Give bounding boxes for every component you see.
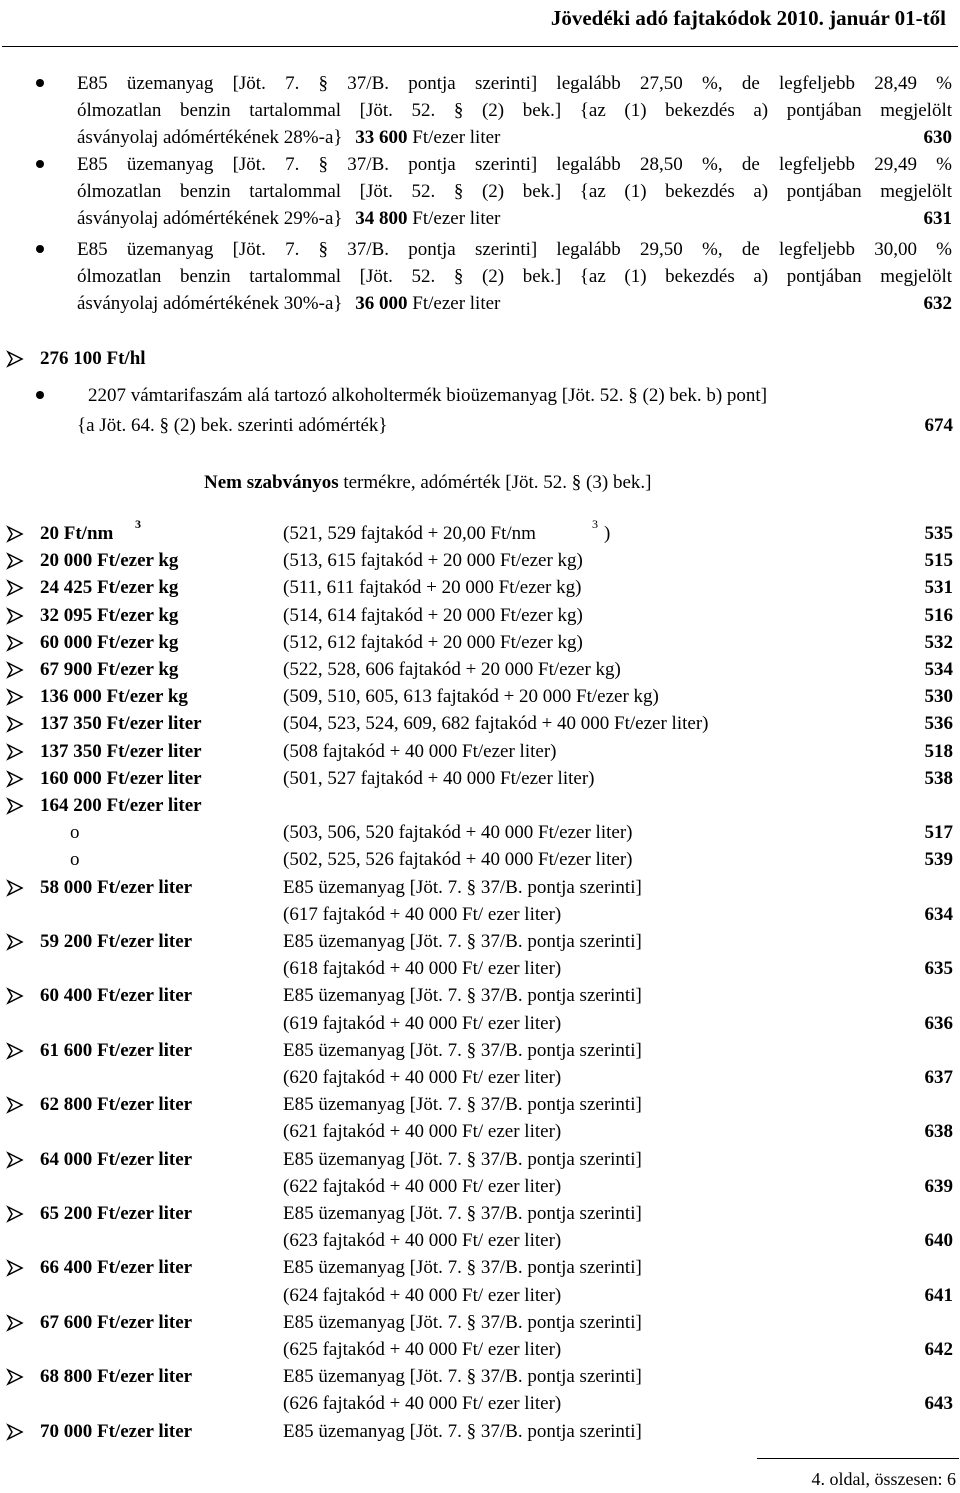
rate-amount: 136 000 Ft/ezer kg <box>40 686 188 708</box>
item-unit: Ft/ezer liter <box>412 208 501 229</box>
rate-amount: 60 000 Ft/ezer kg <box>40 631 179 653</box>
e85-rate-row-detail <box>0 1064 960 1091</box>
nonstandard-heading-bold: Nem szabványos <box>204 472 339 493</box>
rate-row <box>0 602 960 629</box>
rate-code: 515 <box>924 550 953 572</box>
rate-code: 640 <box>924 1230 953 1252</box>
rate-amount: 68 800 Ft/ezer liter <box>40 1366 193 1388</box>
rate-amount: 62 800 Ft/ezer liter <box>40 1094 193 1116</box>
e85-rate-row <box>0 1418 960 1445</box>
e85-rate-row-detail <box>0 1390 960 1417</box>
rate-description: E85 üzemanyag [Jöt. 7. § 37/B. pontja szerinti] <box>283 1257 642 1279</box>
rate-row <box>0 629 960 656</box>
rate-code: 536 <box>924 713 953 735</box>
rate-code: 534 <box>924 659 953 680</box>
rate-amount: 67 900 Ft/ezer kg <box>40 659 179 680</box>
rate-row <box>0 710 960 737</box>
item-text-line: ólmozatlan benzin tartalommal [Jöt. 52. § (2) bek.] {az (1) bekezdés a) pontjában megjelölt <box>77 266 952 287</box>
rate-description: (619 fajtakód + 40 000 Ft/ ezer liter) <box>283 1012 562 1034</box>
rate-amount: 65 200 Ft/ezer liter <box>40 1203 193 1224</box>
rate-code: 642 <box>924 1339 953 1360</box>
rate-amount: 137 350 Ft/ezer liter <box>40 740 202 762</box>
item-text-line: ásványolaj adómértékének 28%-a} <box>77 127 343 148</box>
rate-amount: 160 000 Ft/ezer liter <box>40 767 202 789</box>
rate-code: 636 <box>924 1012 953 1034</box>
rate-description: (621 fajtakód + 40 000 Ft/ ezer liter) <box>283 1121 562 1143</box>
e85-rate-row-detail <box>0 1118 960 1145</box>
item-code: 632 <box>923 293 952 314</box>
rate-description: (514, 614 fajtakód + 20 000 Ft/ezer kg) <box>283 604 583 626</box>
rate-description: (617 fajtakód + 40 000 Ft/ ezer liter) <box>283 903 562 925</box>
rate-amount: 164 200 Ft/ezer liter <box>40 795 202 816</box>
e85-rate-row-detail <box>0 1227 960 1254</box>
e85-rate-row <box>0 1200 960 1227</box>
rate-code: 517 <box>924 822 953 844</box>
e85-rate-row <box>0 1037 960 1064</box>
rate-description: (521, 529 fajtakód + 20,00 Ft/nm <box>283 523 536 544</box>
item-text-line: ásványolaj adómértékének 30%-a} <box>77 293 343 314</box>
item-amount: 33 600 <box>355 127 408 148</box>
rate-description: (504, 523, 524, 609, 682 fajtakód + 40 000 Ft/ezer liter) <box>283 713 709 735</box>
rate-row <box>0 547 960 574</box>
hl-rate-desc-line2: {a Jöt. 64. § (2) bek. szerinti adómérték} <box>77 415 388 436</box>
header-divider <box>2 46 958 47</box>
rate-row: 20 Ft/nm 3 (521, 529 fajtakód + 20,00 Ft/nm 3 ) 535 <box>0 520 960 547</box>
rate-description: E85 üzemanyag [Jöt. 7. § 37/B. pontja szerinti] <box>283 1039 642 1061</box>
rate-description: (512, 612 fajtakód + 20 000 Ft/ezer kg) <box>283 631 583 653</box>
rate-description: (508 fajtakód + 40 000 Ft/ezer liter) <box>283 740 557 762</box>
arrow-bullet-icon <box>6 350 24 368</box>
bullet-icon <box>36 245 44 253</box>
rate-code: 639 <box>924 1175 953 1197</box>
rate-description: (513, 615 fajtakód + 20 000 Ft/ezer kg) <box>283 550 583 572</box>
rate-row <box>0 738 960 765</box>
rate-row <box>0 792 960 819</box>
rate-code: 539 <box>924 849 953 871</box>
e85-rate-row-detail <box>0 1336 960 1363</box>
hl-rate-heading: 276 100 Ft/hl <box>40 348 146 369</box>
rate-code: 516 <box>924 604 953 626</box>
rate-amount: 20 000 Ft/ezer kg <box>40 550 179 572</box>
rate-description: E85 üzemanyag [Jöt. 7. § 37/B. pontja szerinti] <box>283 1094 642 1116</box>
item-text-line: ólmozatlan benzin tartalommal [Jöt. 52. § (2) bek.] {az (1) bekezdés a) pontjában megjelölt <box>77 181 952 202</box>
rate-description: (618 fajtakód + 40 000 Ft/ ezer liter) <box>283 958 562 980</box>
rate-description: (509, 510, 605, 613 fajtakód + 20 000 Ft/ezer kg) <box>283 686 659 708</box>
rate-description: (502, 525, 526 fajtakód + 40 000 Ft/ezer liter) <box>283 849 633 871</box>
e85-rate-row <box>0 874 960 901</box>
sub-rate-row <box>0 819 960 846</box>
item-text-line: ásványolaj adómértékének 29%-a} <box>77 208 343 229</box>
e85-rate-row <box>0 1363 960 1390</box>
rate-amount: 58 000 Ft/ezer liter <box>40 876 193 898</box>
sub-rate-row <box>0 846 960 873</box>
rate-description: (622 fajtakód + 40 000 Ft/ ezer liter) <box>283 1175 562 1197</box>
rate-amount: 24 425 Ft/ezer kg <box>40 577 179 599</box>
e85-rate-row <box>0 1309 960 1336</box>
e85-rate-row-detail <box>0 955 960 982</box>
rate-description: (624 fajtakód + 40 000 Ft/ ezer liter) <box>283 1284 562 1306</box>
item-code: 631 <box>923 208 952 229</box>
item-amount: 36 000 <box>355 293 408 314</box>
e85-rate-row-detail <box>0 1173 960 1200</box>
item-code: 630 <box>923 127 952 148</box>
rate-description: (501, 527 fajtakód + 40 000 Ft/ezer liter) <box>283 767 595 789</box>
rate-code: 641 <box>924 1284 953 1306</box>
rate-amount: 67 600 Ft/ezer liter <box>40 1311 193 1333</box>
rate-description-end: ) <box>604 523 611 544</box>
rate-description: (620 fajtakód + 40 000 Ft/ ezer liter) <box>283 1067 562 1088</box>
rate-description: (503, 506, 520 fajtakód + 40 000 Ft/ezer liter) <box>283 822 633 844</box>
hl-rate-code: 674 <box>924 415 953 436</box>
rate-amount: 66 400 Ft/ezer liter <box>40 1257 193 1279</box>
rate-code: 530 <box>924 686 953 708</box>
rate-code: 535 <box>924 523 953 544</box>
rate-row <box>0 656 960 683</box>
nonstandard-heading <box>204 469 651 496</box>
item-text-line: E85 üzemanyag [Jöt. 7. § 37/B. pontja szerinti] legalább 28,50 %, de legfeljebb 29,49 % <box>77 154 952 175</box>
rate-description: E85 üzemanyag [Jöt. 7. § 37/B. pontja szerinti] <box>283 931 642 952</box>
rate-amount: 137 350 Ft/ezer liter <box>40 713 202 735</box>
rate-code: 638 <box>924 1121 953 1143</box>
rate-description: E85 üzemanyag [Jöt. 7. § 37/B. pontja szerinti] <box>283 1203 642 1224</box>
sub-bullet-marker: o <box>70 849 80 871</box>
e85-rate-row <box>0 1254 960 1281</box>
e85-rate-row <box>0 928 960 955</box>
item-unit: Ft/ezer liter <box>412 127 501 148</box>
page-title: Jövedéki adó fajtakódok 2010. január 01-től <box>550 6 946 30</box>
rate-amount: 61 600 Ft/ezer liter <box>40 1039 193 1061</box>
e85-rate-row-detail <box>0 1282 960 1309</box>
rate-description: E85 üzemanyag [Jöt. 7. § 37/B. pontja szerinti] <box>283 985 642 1007</box>
rate-code: 635 <box>924 958 953 980</box>
page-footer: 4. oldal, összesen: 6 <box>811 1469 956 1489</box>
rate-description: E85 üzemanyag [Jöt. 7. § 37/B. pontja szerinti] <box>283 1148 642 1170</box>
rate-code: 518 <box>924 740 953 762</box>
footer-divider <box>757 1458 959 1459</box>
rate-amount: 59 200 Ft/ezer liter <box>40 931 193 952</box>
item-unit: Ft/ezer liter <box>412 293 501 314</box>
rate-code: 538 <box>924 767 953 789</box>
item-amount: 34 800 <box>355 208 408 229</box>
bullet-icon <box>36 391 44 399</box>
e85-rate-row <box>0 1146 960 1173</box>
rate-description: E85 üzemanyag [Jöt. 7. § 37/B. pontja szerinti] <box>283 1420 642 1442</box>
bullet-icon <box>36 160 44 168</box>
rate-description: (522, 528, 606 fajtakód + 20 000 Ft/ezer kg) <box>283 659 621 680</box>
e85-rate-row-detail <box>0 1010 960 1037</box>
rate-description: (623 fajtakód + 40 000 Ft/ ezer liter) <box>283 1230 562 1252</box>
rate-description: (511, 611 fajtakód + 20 000 Ft/ezer kg) <box>283 577 582 599</box>
rate-amount: 20 Ft/nm <box>40 523 114 544</box>
rate-code: 634 <box>924 903 953 925</box>
rate-code: 637 <box>924 1067 953 1088</box>
hl-rate-desc-line1: 2207 vámtarifaszám alá tartozó alkoholtermék bioüzemanyag [Jöt. 52. § (2) bek. b) pont] <box>88 385 768 406</box>
rate-amount: 60 400 Ft/ezer liter <box>40 985 193 1007</box>
rate-description: (626 fajtakód + 40 000 Ft/ ezer liter) <box>283 1393 562 1415</box>
rate-amount: 70 000 Ft/ezer liter <box>40 1420 193 1442</box>
item-text-line: E85 üzemanyag [Jöt. 7. § 37/B. pontja szerinti] legalább 29,50 %, de legfeljebb 30,00 % <box>77 239 952 260</box>
e85-rate-row <box>0 982 960 1009</box>
rate-amount: 32 095 Ft/ezer kg <box>40 604 179 626</box>
rate-code: 531 <box>924 577 953 599</box>
rate-row <box>0 683 960 710</box>
rate-description: (625 fajtakód + 40 000 Ft/ ezer liter) <box>283 1339 562 1360</box>
rate-row <box>0 574 960 601</box>
rate-code: 532 <box>924 631 953 653</box>
rate-amount: 64 000 Ft/ezer liter <box>40 1148 193 1170</box>
rate-description: E85 üzemanyag [Jöt. 7. § 37/B. pontja szerinti] <box>283 1366 642 1388</box>
e85-rate-row-detail <box>0 901 960 928</box>
item-text-line: E85 üzemanyag [Jöt. 7. § 37/B. pontja szerinti] legalább 27,50 %, de legfeljebb 28,49 % <box>77 73 952 94</box>
item-text-line: ólmozatlan benzin tartalommal [Jöt. 52. § (2) bek.] {az (1) bekezdés a) pontjában megjelölt <box>77 100 952 121</box>
e85-rate-row <box>0 1091 960 1118</box>
nonstandard-heading-rest: termékre, adómérték [Jöt. 52. § (3) bek.] <box>343 472 652 493</box>
sub-bullet-marker: o <box>70 822 80 844</box>
bullet-icon <box>36 79 44 87</box>
rate-row <box>0 765 960 792</box>
rate-description: E85 üzemanyag [Jöt. 7. § 37/B. pontja szerinti] <box>283 1311 642 1333</box>
rate-description: E85 üzemanyag [Jöt. 7. § 37/B. pontja szerinti] <box>283 876 642 898</box>
rate-code: 643 <box>924 1393 953 1415</box>
